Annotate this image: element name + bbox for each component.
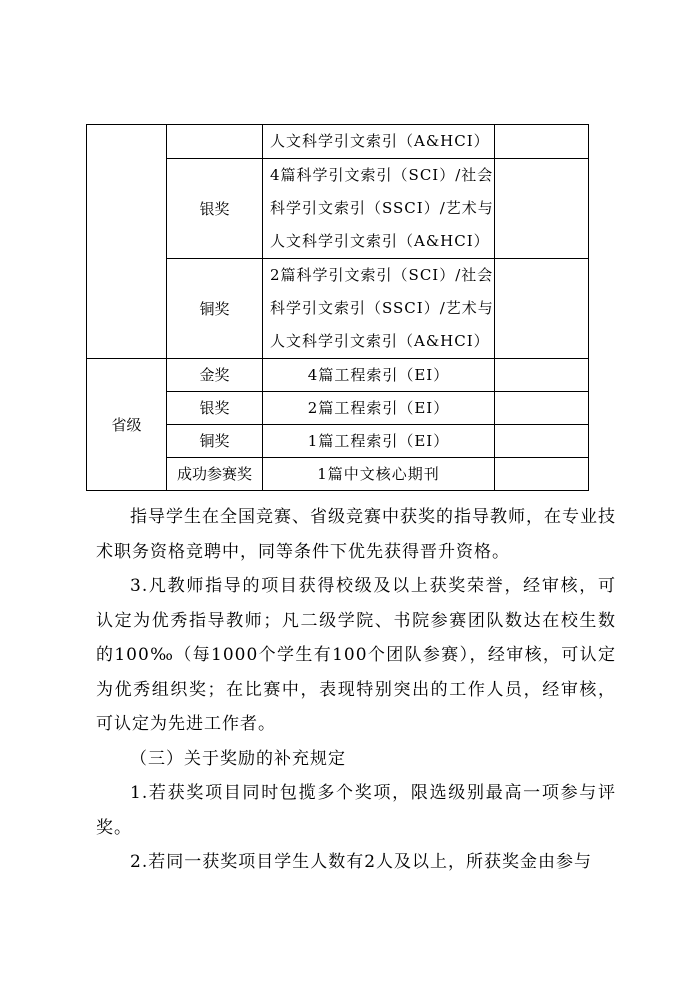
award-standard-table <box>86 124 589 491</box>
requirement-cell <box>263 392 495 425</box>
requirement-line: 1篇工程索引（EI） <box>307 432 450 450</box>
requirement-line: 人文科学引文索引（A&HCI） <box>270 332 490 350</box>
requirement-line: 4篇工程索引（EI） <box>307 366 450 384</box>
note-cell <box>495 458 589 491</box>
paragraph-priority-promotion: 指导学生在全国竞赛、省级竞赛中获奖的指导教师，在专业技术职务资格竞聘中，同等条件下优先获得晋升资格。 <box>96 507 616 562</box>
requirement-line: 2篇科学引文索引（SCI）/社会 <box>270 266 494 284</box>
award-cell: 铜奖 <box>167 259 263 359</box>
paragraph-rule-2: 2.若同一获奖项目学生人数有2人及以上，所获奖金由参与 <box>130 852 593 872</box>
table-row <box>87 359 589 392</box>
requirement-line: 人文科学引文索引（A&HCI） <box>270 132 490 150</box>
note-cell <box>495 392 589 425</box>
requirement-line: 2篇工程索引（EI） <box>307 399 450 417</box>
award-cell: 铜奖 <box>167 425 263 458</box>
award-cell: 银奖 <box>167 392 263 425</box>
requirement-cell <box>263 125 495 159</box>
paragraph-excellent-advisor: 3.凡教师指导的项目获得校级及以上获奖荣誉，经审核，可认定为优秀指导教师；凡二级学院、书院参赛团队数达在校生数的100‰（每1000个学生有100个团队参赛），经审核，可认定为优秀组织奖；在比赛中，表现特别突出的工作人员，经审核，可认定为先进工作者。 <box>96 576 616 734</box>
award-cell <box>167 125 263 159</box>
level-cell <box>87 125 167 359</box>
note-cell <box>495 359 589 392</box>
requirement-line: 人文科学引文索引（A&HCI） <box>270 232 490 250</box>
note-cell <box>495 159 589 259</box>
paragraph-rule-1: 1.若获奖项目同时包揽多个奖项，限选级别最高一项参与评奖。 <box>96 783 616 838</box>
note-cell <box>495 259 589 359</box>
note-cell <box>495 125 589 159</box>
section-heading-supplementary-rules: （三）关于奖励的补充规定 <box>130 748 346 769</box>
requirement-line: 4篇科学引文索引（SCI）/社会 <box>270 166 494 184</box>
requirement-cell <box>263 458 495 491</box>
requirement-line: 科学引文索引（SSCI）/艺术与 <box>270 299 494 317</box>
requirement-cell <box>263 425 495 458</box>
award-cell: 金奖 <box>167 359 263 392</box>
requirement-cell <box>263 159 495 259</box>
table-row <box>87 125 589 159</box>
note-cell <box>495 425 589 458</box>
level-cell: 省级 <box>87 359 167 491</box>
requirement-line: 科学引文索引（SSCI）/艺术与 <box>270 199 494 217</box>
requirement-cell <box>263 259 495 359</box>
body-text <box>96 500 616 880</box>
award-cell: 银奖 <box>167 159 263 259</box>
requirement-line: 1篇中文核心期刊 <box>317 465 440 483</box>
requirement-cell <box>263 359 495 392</box>
award-cell: 成功参赛奖 <box>167 458 263 491</box>
